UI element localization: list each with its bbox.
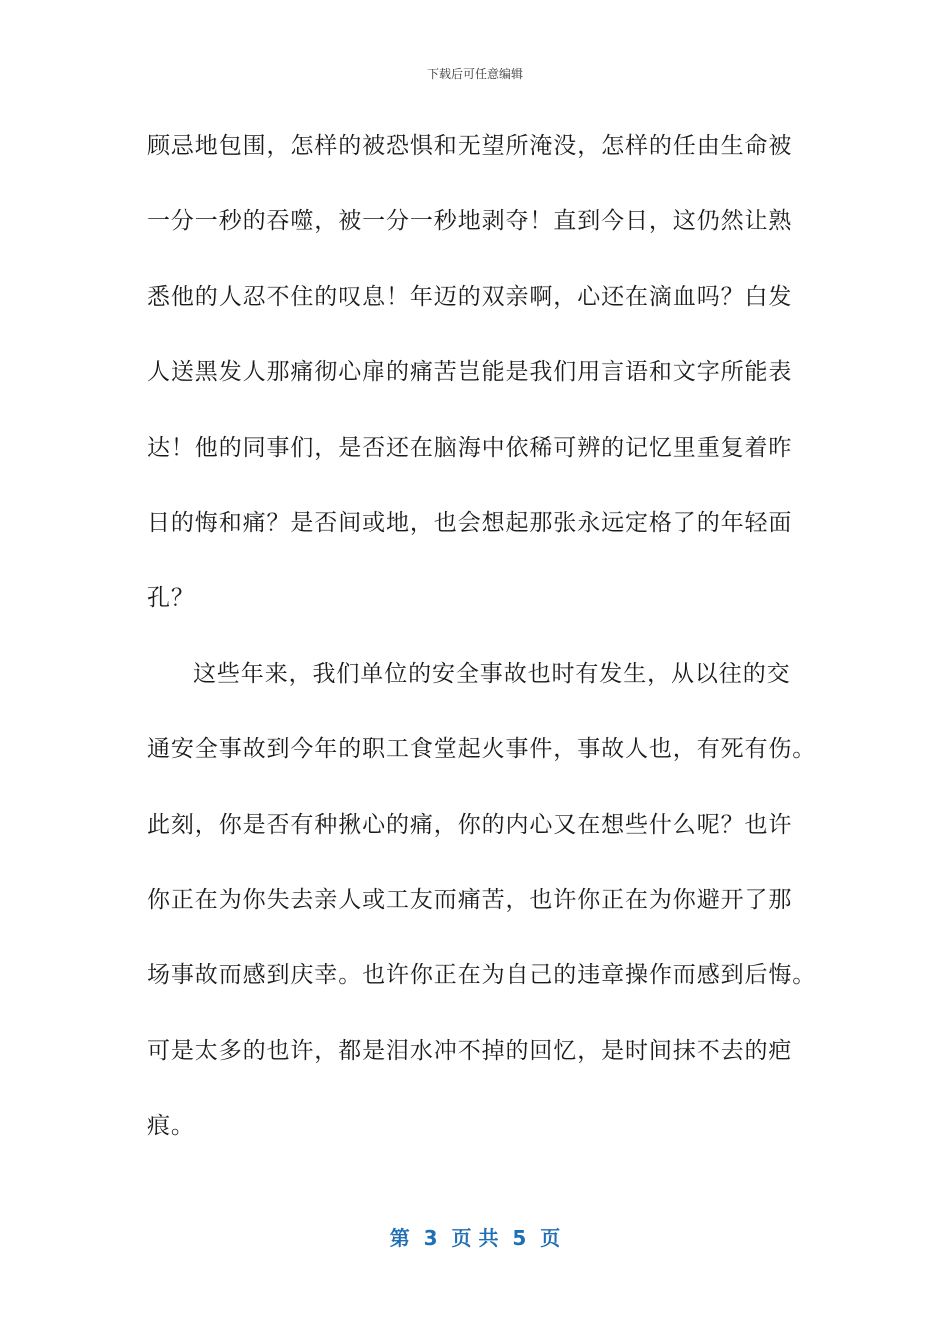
text-line: 悉他的人忍不住的叹息！年迈的双亲啊，心还在滴血吗？白发 — [147, 283, 793, 310]
page-number-footer: 第 3 页 共 5 页 — [389, 1226, 561, 1250]
text-line: 达！他的同事们，是否还在脑海中依稀可辨的记忆里重复着昨 — [147, 434, 793, 461]
text-line: 场事故而感到庆幸。也许你正在为自己的违章操作而感到后悔。 — [147, 962, 817, 989]
text-line: 顾忌地包围，怎样的被恐惧和无望所淹没，怎样的任由生命被 — [147, 133, 793, 159]
text-line: 可是太多的也许，都是泪水冲不掉的回忆，是时间抹不去的疤 — [147, 1037, 793, 1064]
text-line: 一分一秒的吞噬，被一分一秒地剥夺！直到今日，这仍然让熟 — [147, 208, 793, 235]
document-body — [147, 122, 817, 1177]
text-line: 你正在为你失去亲人或工友而痛苦，也许你正在为你避开了那 — [147, 886, 793, 913]
text-line: 通安全事故到今年的职工食堂起火事件，事故人也，有死有伤。 — [147, 736, 817, 763]
text-line: 痕。 — [147, 1113, 195, 1140]
page-header: 下载后可任意编辑 — [426, 67, 523, 81]
text-line: 孔？ — [147, 585, 195, 612]
text-line: 人送黑发人那痛彻心扉的痛苦岂能是我们用言语和文字所能表 — [147, 359, 793, 386]
text-line: 此刻，你是否有种揪心的痛，你的内心又在想些什么呢？也许 — [147, 811, 793, 838]
paragraph-start-line: 这些年来，我们单位的安全事故也时有发生，从以往的交 — [193, 660, 791, 687]
text-line: 日的悔和痛？是否间或地，也会想起那张永远定格了的年轻面 — [147, 509, 793, 536]
